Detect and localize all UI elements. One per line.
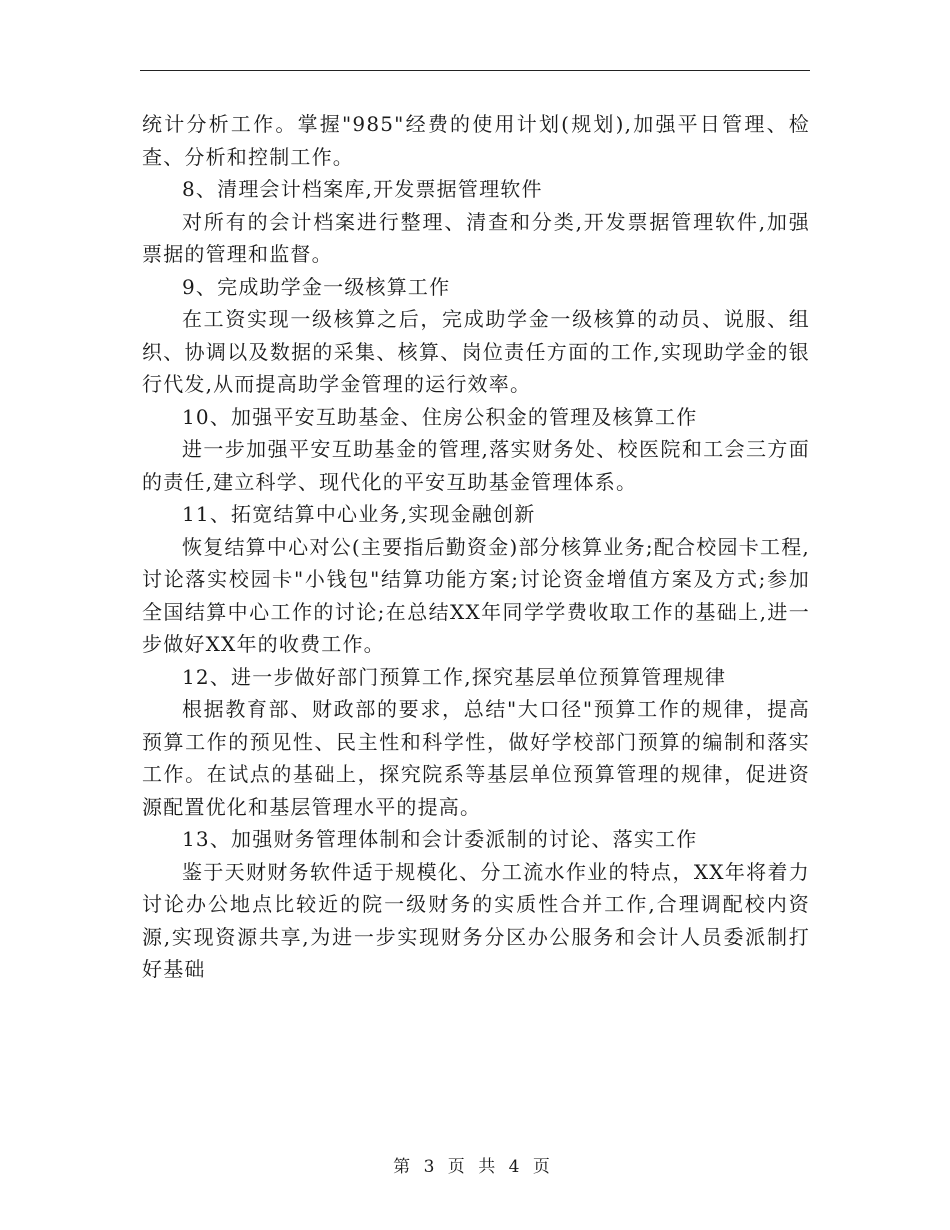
- section-heading-13: 13、加强财务管理体制和会计委派制的讨论、落实工作: [182, 827, 698, 851]
- paragraph-continuation: 统计分析工作。掌握"985"经费的使用计划(规划),加强平日管理、检查、分析和控制工作。: [142, 112, 810, 169]
- total-label: 共: [478, 1157, 497, 1177]
- paragraph-body: 进一步加强平安互助基金的管理,落实财务处、校医院和工会三方面的责任,建立科学、现代化的平安互助基金管理体系。: [142, 437, 810, 494]
- page-label-prefix: 第: [393, 1157, 412, 1177]
- section-heading-9: 9、完成助学金一级核算工作: [182, 274, 451, 299]
- paragraph-body: 鉴于天财财务软件适于规模化、分工流水作业的特点，XX年将着力讨论办公地点比较近的院一级财务的实质性合并工作,合理调配校内资源,实现资源共享,为进一步实现财务分区办公服务和会计人员委派制打好基础: [142, 859, 810, 981]
- page-label-suffix: 页: [532, 1157, 551, 1177]
- total-pages-number: 4: [508, 1157, 521, 1177]
- header-rule: [140, 70, 810, 71]
- document-body: [142, 108, 810, 986]
- section-heading-8: 8、清理会计档案库,开发票据管理软件: [182, 177, 543, 201]
- current-page-number: 3: [423, 1157, 436, 1177]
- page-label-mid: 页: [447, 1157, 466, 1177]
- page-footer: [0, 1152, 950, 1177]
- section-heading-12: 12、进一步做好部门预算工作,探究基层单位预算管理规律: [182, 664, 727, 689]
- paragraph-body: 在工资实现一级核算之后，完成助学金一级核算的动员、说服、组织、协调以及数据的采集、核算、岗位责任方面的工作,实现助学金的银行代发,从而提高助学金管理的运行效率。: [142, 307, 810, 396]
- paragraph-body: 根据教育部、财政部的要求，总结"大口径"预算工作的规律，提高预算工作的预见性、民主性和科学性，做好学校部门预算的编制和落实工作。在试点的基础上，探究院系等基层单位预算管理的规律，促进资源配置优化和基层管理水平的提高。: [142, 697, 810, 819]
- section-heading-11: 11、拓宽结算中心业务,实现金融创新: [182, 502, 536, 526]
- section-heading-10: 10、加强平安互助基金、住房公积金的管理及核算工作: [182, 404, 698, 429]
- paragraph-body: 恢复结算中心对公(主要指后勤资金)部分核算业务;配合校园卡工程,讨论落实校园卡"小钱包"结算功能方案;讨论资金增值方案及方式;参加全国结算中心工作的讨论;在总结XX年同学学费收取工作的基础上,进一步做好XX年的收费工作。: [142, 534, 810, 656]
- paragraph-body: 对所有的会计档案进行整理、清查和分类,开发票据管理软件,加强票据的管理和监督。: [142, 209, 810, 266]
